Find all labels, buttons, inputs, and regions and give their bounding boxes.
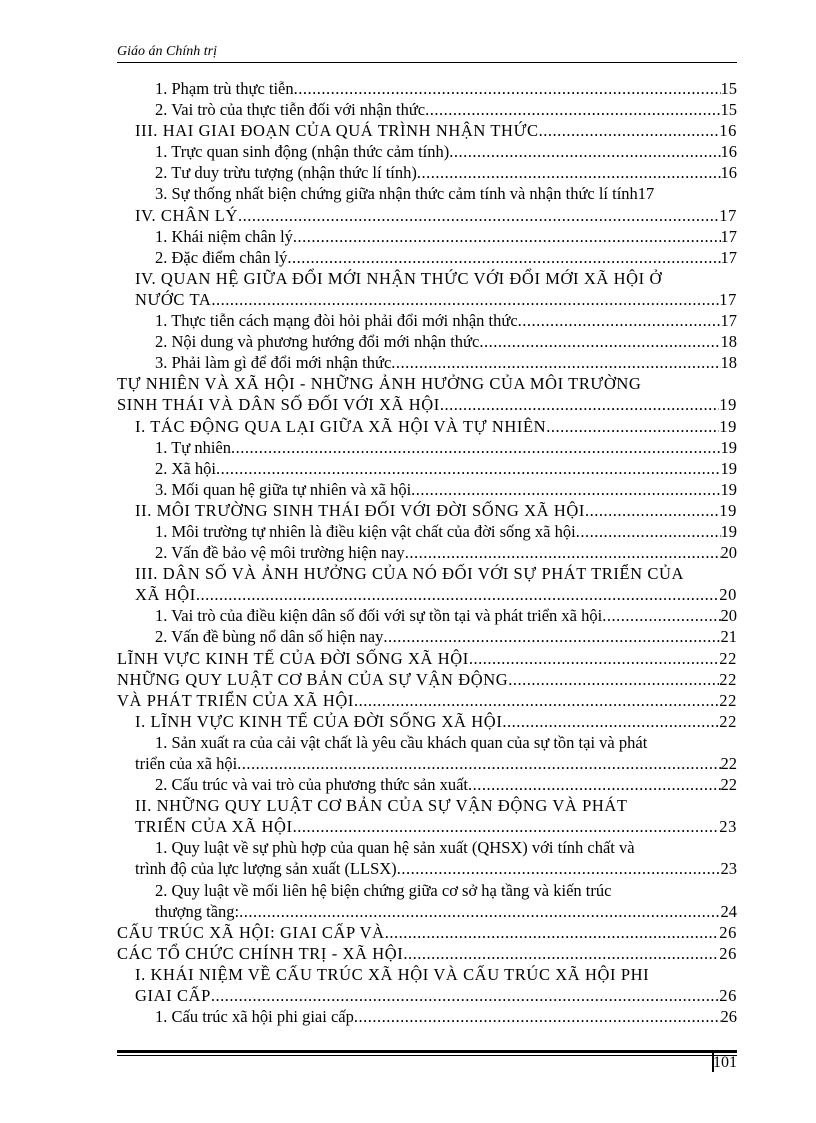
dot-leader xyxy=(293,226,721,247)
toc-entry-title: SINH THÁI VÀ DÂN SỐ ĐỐI VỚI XÃ HỘI xyxy=(117,395,440,415)
toc-entry-page: 17 xyxy=(637,184,655,204)
toc-entry-page: 23 xyxy=(719,817,737,837)
dot-leader xyxy=(294,78,721,99)
dot-leader xyxy=(546,416,719,437)
toc-entry-title: 3. Phải làm gì để đổi mới nhận thức xyxy=(155,353,392,373)
toc-entry-page: 15 xyxy=(720,79,737,98)
dot-leader xyxy=(383,626,720,647)
toc-entry[interactable] xyxy=(117,99,737,120)
toc-entry[interactable] xyxy=(117,289,737,310)
toc-entry-page: 22 xyxy=(719,648,737,668)
dot-leader xyxy=(231,437,720,458)
toc-entry-page: 26 xyxy=(719,986,737,1006)
dot-leader xyxy=(287,247,720,268)
toc-entry-title: LĨNH VỰC KINH TẾ CỦA ĐỜI SỐNG XÃ HỘI xyxy=(117,648,469,668)
toc-entry-page: 17 xyxy=(720,247,737,267)
toc-entry[interactable] xyxy=(117,985,737,1006)
dot-leader xyxy=(539,120,720,141)
toc-entry[interactable] xyxy=(117,943,737,964)
toc-entry[interactable] xyxy=(117,183,737,204)
toc-entry-title: IV. CHÂN LÝ xyxy=(135,205,239,225)
toc-entry-page: 18 xyxy=(720,332,737,352)
toc-entry-title: 2. Vấn đề bảo vệ môi trường hiện nay xyxy=(155,543,405,563)
dot-leader xyxy=(405,542,721,563)
toc-entry[interactable] xyxy=(117,205,737,226)
dot-leader xyxy=(440,394,719,415)
toc-entry-page: 22 xyxy=(720,754,737,773)
toc-entry[interactable] xyxy=(117,352,737,373)
toc-entry-page: 16 xyxy=(720,163,737,183)
toc-entry-title: 2. Vai trò của thực tiễn đối với nhận thức xyxy=(155,100,426,120)
dot-leader xyxy=(293,816,720,837)
toc-entry-title: GIAI CẤP xyxy=(135,986,211,1006)
dot-leader xyxy=(354,1006,721,1027)
dot-leader xyxy=(354,690,719,711)
dot-leader xyxy=(417,162,721,183)
dot-leader xyxy=(216,458,721,479)
toc-entry[interactable] xyxy=(117,120,737,141)
toc-entry[interactable] xyxy=(117,1006,737,1027)
dot-leader xyxy=(397,858,721,879)
toc-entry[interactable] xyxy=(117,774,737,795)
toc-entry-page: 26 xyxy=(719,922,737,942)
toc-entry-lead: I. KHÁI NIỆM VỀ CẤU TRÚC XÃ HỘI VÀ CẤU TRÚC XÃ HỘI PHI xyxy=(135,964,650,984)
toc-entry[interactable] xyxy=(117,753,737,774)
toc-entry-page: 18 xyxy=(720,353,737,373)
dot-leader xyxy=(211,289,719,310)
toc-entry-title: 1. Vai trò của điều kiện dân số đối với sự tồn tại và phát triển xã hội xyxy=(155,606,603,626)
toc-entry-title: 2. Xã hội xyxy=(155,458,216,478)
toc-entry-page: 24 xyxy=(720,901,737,921)
dot-leader xyxy=(468,774,721,795)
toc-entry-title: triển của xã hội xyxy=(135,754,238,773)
dot-leader xyxy=(502,711,719,732)
toc-entry[interactable] xyxy=(117,711,737,732)
dot-leader xyxy=(211,985,719,1006)
toc-entry[interactable] xyxy=(117,394,737,415)
header-rule xyxy=(117,62,737,63)
toc-entry-page: 26 xyxy=(720,1007,737,1027)
page-header: Giáo án Chính trị xyxy=(117,44,217,59)
toc-entry-page: 17 xyxy=(720,311,737,331)
dot-leader xyxy=(449,141,720,162)
toc-entry-page: 19 xyxy=(720,458,737,478)
toc-entry-page: 26 xyxy=(719,943,737,963)
dot-leader xyxy=(508,669,719,690)
toc-entry-title: XÃ HỘI xyxy=(135,585,196,605)
toc-entry-page: 19 xyxy=(719,395,737,415)
dot-leader xyxy=(391,352,720,373)
dot-leader xyxy=(602,605,720,626)
toc-entry[interactable] xyxy=(117,226,737,247)
toc-entry-title: 3. Mối quan hệ giữa tự nhiên và xã hội xyxy=(155,479,412,499)
toc-entry-title: trình độ của lực lượng sản xuất (LLSX) xyxy=(135,859,397,879)
toc-entry[interactable] xyxy=(117,816,737,837)
toc-entry-title: 1. Phạm trù thực tiễn xyxy=(155,79,294,98)
toc-entry[interactable] xyxy=(117,479,737,500)
toc-entry[interactable] xyxy=(117,331,737,352)
toc-entry-page: 20 xyxy=(719,585,737,605)
toc-entry[interactable] xyxy=(117,437,737,458)
toc-entry[interactable] xyxy=(117,626,737,647)
toc-entry-title: 2. Tư duy trừu tượng (nhận thức lí tính) xyxy=(155,163,417,183)
dot-leader xyxy=(196,584,719,605)
toc-entry-lead: 1. Sản xuất ra của cải vật chất là yêu cầu khách quan của sự tồn tại và phát xyxy=(155,732,648,752)
toc-entry[interactable] xyxy=(117,416,737,437)
toc-entry-title: CẤU TRÚC XÃ HỘI: GIAI CẤP VÀ xyxy=(117,922,385,942)
toc-entry-title: 2. Đặc điểm chân lý xyxy=(155,247,288,267)
toc-entry-title: I. TÁC ĐỘNG QUA LẠI GIỮA XÃ HỘI VÀ TỰ NHIÊN xyxy=(135,416,547,436)
toc-entry[interactable] xyxy=(117,542,737,563)
toc-entry-title: thượng tầng: xyxy=(155,901,240,921)
toc-entry-page: 22 xyxy=(719,669,737,689)
toc-entry[interactable] xyxy=(117,310,737,331)
page-number: 101 xyxy=(713,1054,737,1071)
toc-entry-title: CÁC TỔ CHỨC CHÍNH TRỊ - XÃ HỘI xyxy=(117,943,404,963)
toc-entry[interactable] xyxy=(117,458,737,479)
toc-entry-title: 1. Tự nhiên xyxy=(155,437,232,457)
toc-entry-page: 19 xyxy=(720,521,737,541)
toc-entry-page: 16 xyxy=(719,121,737,141)
toc-entry-lead: III. DÂN SỐ VÀ ẢNH HƯỞNG CỦA NÓ ĐỐI VỚI SỰ PHÁT TRIỂN CỦA xyxy=(135,564,685,584)
dot-leader xyxy=(403,943,719,964)
dot-leader xyxy=(238,205,719,226)
toc-entry-page: 23 xyxy=(720,859,737,879)
toc-entry-page: 20 xyxy=(720,543,737,563)
dot-leader xyxy=(385,922,720,943)
toc-entry[interactable] xyxy=(117,669,737,690)
toc-entry[interactable] xyxy=(117,78,737,99)
toc-entry[interactable] xyxy=(117,690,737,711)
dot-leader xyxy=(576,521,721,542)
toc-entry[interactable] xyxy=(117,922,737,943)
toc-entry-page: 17 xyxy=(720,226,737,246)
toc-entry[interactable] xyxy=(117,500,737,521)
footer-rule-thin xyxy=(117,1055,737,1056)
toc-entry[interactable] xyxy=(117,521,737,542)
toc-entry-title: 1. Trực quan sinh động (nhận thức cảm tính) xyxy=(155,142,450,162)
footer-rule xyxy=(117,1050,737,1053)
dot-leader xyxy=(585,500,719,521)
toc-entry-page: 22 xyxy=(719,690,737,710)
toc-entry[interactable] xyxy=(117,247,737,268)
toc-entry[interactable] xyxy=(117,648,737,669)
dot-leader xyxy=(469,648,719,669)
toc-entry-page: 15 xyxy=(720,100,737,120)
toc-entry-title: 1. Thực tiễn cách mạng đòi hỏi phải đổi mới nhận thức xyxy=(155,311,518,331)
toc-entry-page: 16 xyxy=(720,142,737,162)
toc-entry-title: II. MÔI TRƯỜNG SINH THÁI ĐỐI VỚI ĐỜI SỐNG XÃ HỘI xyxy=(135,500,585,520)
toc-entry-page: 21 xyxy=(720,627,737,647)
toc-entry-title: 1. Khái niệm chân lý xyxy=(155,226,293,246)
toc-entry-lead: 1. Quy luật về sự phù hợp của quan hệ sản xuất (QHSX) với tính chất và xyxy=(155,838,635,858)
toc-entry-title: 2. Cấu trúc và vai trò của phương thức sản xuất xyxy=(155,775,468,795)
toc-entry-page: 19 xyxy=(720,479,737,499)
toc-entry-title: I. LĨNH VỰC KINH TẾ CỦA ĐỜI SỐNG XÃ HỘI xyxy=(135,711,503,731)
toc-entry[interactable] xyxy=(117,605,737,626)
table-of-contents xyxy=(117,78,737,1027)
toc-entry-title: III. HAI GIAI ĐOẠN CỦA QUÁ TRÌNH NHẬN THỨC xyxy=(135,121,539,141)
toc-entry[interactable] xyxy=(117,858,737,879)
toc-entry-title: 1. Môi trường tự nhiên là điều kiện vật chất của đời sống xã hội xyxy=(155,521,576,541)
toc-entry-page: 20 xyxy=(720,606,737,626)
toc-entry-lead: 2. Quy luật về mối liên hệ biện chứng giữa cơ sở hạ tầng và kiến trúc xyxy=(155,880,612,900)
dot-leader xyxy=(411,479,720,500)
dot-leader xyxy=(425,99,720,120)
toc-entry-title: 1. Cấu trúc xã hội phi giai cấp xyxy=(155,1007,354,1027)
toc-entry[interactable] xyxy=(117,901,737,922)
toc-entry[interactable] xyxy=(117,141,737,162)
dot-leader xyxy=(518,310,721,331)
dot-leader xyxy=(479,331,720,352)
toc-entry[interactable] xyxy=(117,162,737,183)
toc-entry-page: 19 xyxy=(719,416,737,436)
toc-entry-title: 3. Sự thống nhất biện chứng giữa nhận thức cảm tính và nhận thức lí tính xyxy=(155,184,638,204)
toc-entry-page: 17 xyxy=(719,289,737,309)
toc-entry[interactable] xyxy=(117,584,737,605)
toc-entry-title: TRIỂN CỦA XÃ HỘI xyxy=(135,817,293,837)
toc-entry-title: NHỮNG QUY LUẬT CƠ BẢN CỦA SỰ VẬN ĐỘNG xyxy=(117,669,509,689)
toc-entry-title: VÀ PHÁT TRIỂN CỦA XÃ HỘI xyxy=(117,690,355,710)
toc-entry-lead: IV. QUAN HỆ GIỮA ĐỔI MỚI NHẬN THỨC VỚI ĐỔI MỚI XÃ HỘI Ở xyxy=(135,268,662,288)
toc-entry-title: NƯỚC TA xyxy=(135,289,212,309)
toc-entry-title: 2. Vấn đề bùng nổ dân số hiện nay xyxy=(155,627,384,647)
toc-entry-lead: TỰ NHIÊN VÀ XÃ HỘI - NHỮNG ẢNH HƯỞNG CỦA MÔI TRƯỜNG xyxy=(117,374,642,394)
toc-entry-title: 2. Nội dung và phương hướng đổi mới nhận thức xyxy=(155,332,480,352)
toc-entry-lead: II. NHỮNG QUY LUẬT CƠ BẢN CỦA SỰ VẬN ĐỘNG VÀ PHÁT xyxy=(135,796,628,816)
dot-leader xyxy=(239,901,720,922)
toc-entry-page: 19 xyxy=(719,500,737,520)
toc-entry-page: 19 xyxy=(720,437,737,457)
dot-leader xyxy=(237,753,720,774)
toc-entry-page: 22 xyxy=(720,775,737,795)
toc-entry-page: 22 xyxy=(719,711,737,731)
toc-entry-page: 17 xyxy=(719,205,737,225)
